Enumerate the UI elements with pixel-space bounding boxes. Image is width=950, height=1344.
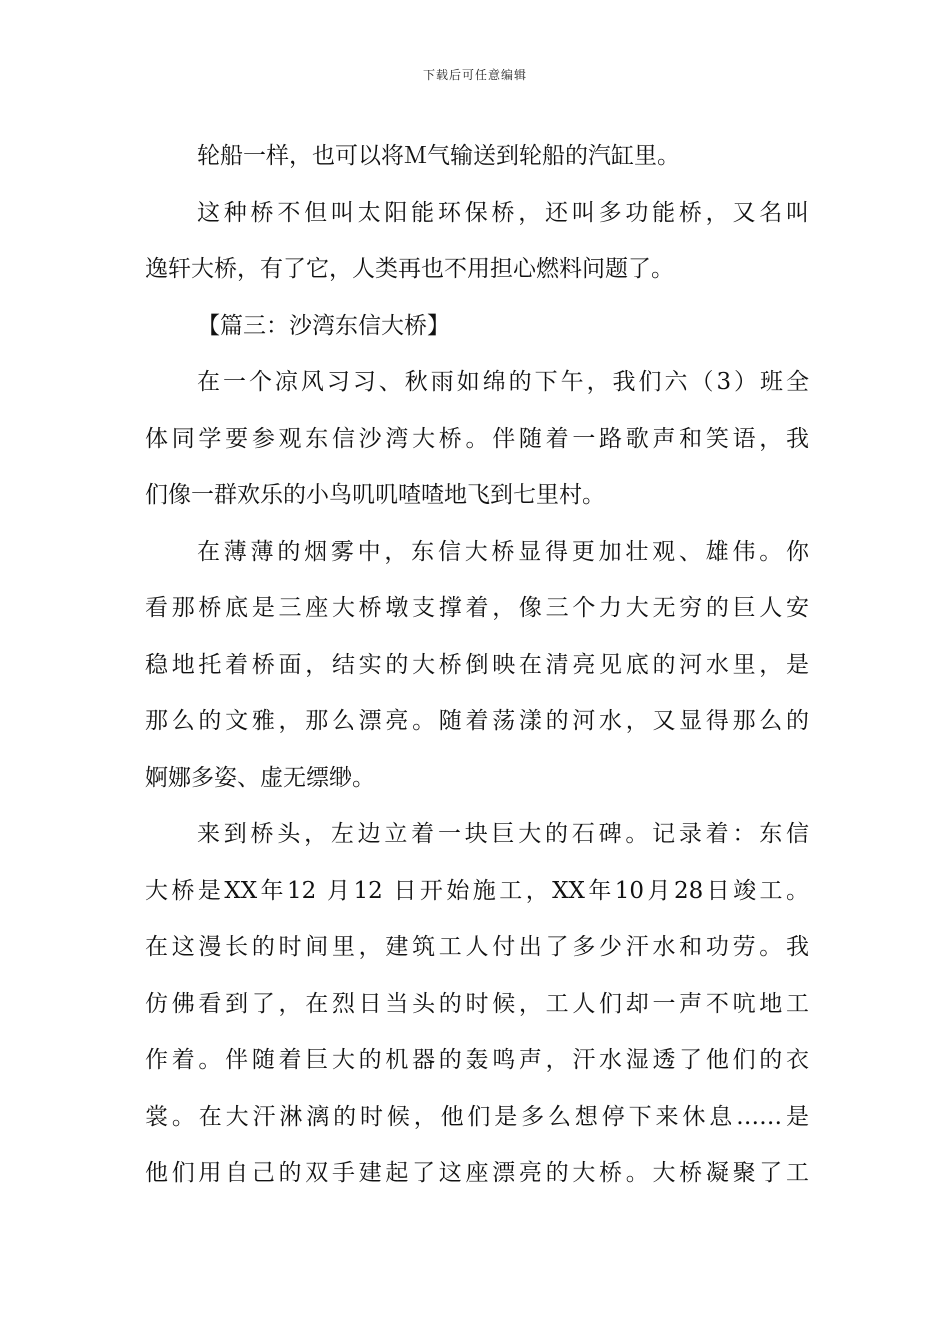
text-line: 裳。在大汗淋漓的时候，他们是多么想停下来休息……是: [145, 1103, 809, 1130]
text-line: 他们用自己的双手建起了这座漂亮的大桥。大桥凝聚了工: [145, 1160, 809, 1186]
text-line: 在这漫长的时间里，建筑工人付出了多少汗水和功劳。我: [145, 934, 809, 960]
document-body: [145, 128, 809, 1202]
text-line: 在薄薄的烟雾中，东信大桥显得更加壮观、雄伟。你: [197, 538, 809, 565]
text-line: 来到桥头，左边立着一块巨大的石碑。记录着：东信: [197, 821, 809, 847]
text-line: 仿佛看到了，在烈日当头的时候，工人们却一声不吭地工: [145, 990, 809, 1017]
section-heading: 【篇三：沙湾东信大桥】: [197, 312, 450, 339]
text-line: 婀娜多姿、虚无缥缈。: [145, 764, 375, 791]
text-line: 轮船一样，也可以将Ｍ气输送到轮船的汽缸里。: [197, 143, 680, 169]
text-line: 们像一群欢乐的小鸟叽叽喳喳地飞到七里村。: [145, 482, 605, 508]
text-line: 大桥是XX年12 月12 日开始施工，XX年10月28日竣工。: [145, 877, 809, 904]
text-line: 看那桥底是三座大桥墩支撑着，像三个力大无穷的巨人安: [145, 595, 809, 621]
page-header: 下载后可任意编辑: [422, 68, 527, 82]
text-line: 稳地托着桥面，结实的大桥倒映在清亮见底的河水里，是: [145, 651, 809, 678]
text-line: 这种桥不但叫太阳能环保桥，还叫多功能桥，又名叫: [197, 199, 809, 226]
text-line: 体同学要参观东信沙湾大桥。伴随着一路歌声和笑语，我: [145, 425, 809, 452]
text-line: 那么的文雅，那么漂亮。随着荡漾的河水，又显得那么的: [145, 708, 809, 734]
text-line: 逸轩大桥，有了它，人类再也不用担心燃料问题了。: [145, 256, 674, 282]
text-line: 作着。伴随着巨大的机器的轰鸣声，汗水湿透了他们的衣: [145, 1047, 809, 1073]
text-line: 在一个凉风习习、秋雨如绵的下午，我们六（3）班全: [197, 369, 809, 395]
